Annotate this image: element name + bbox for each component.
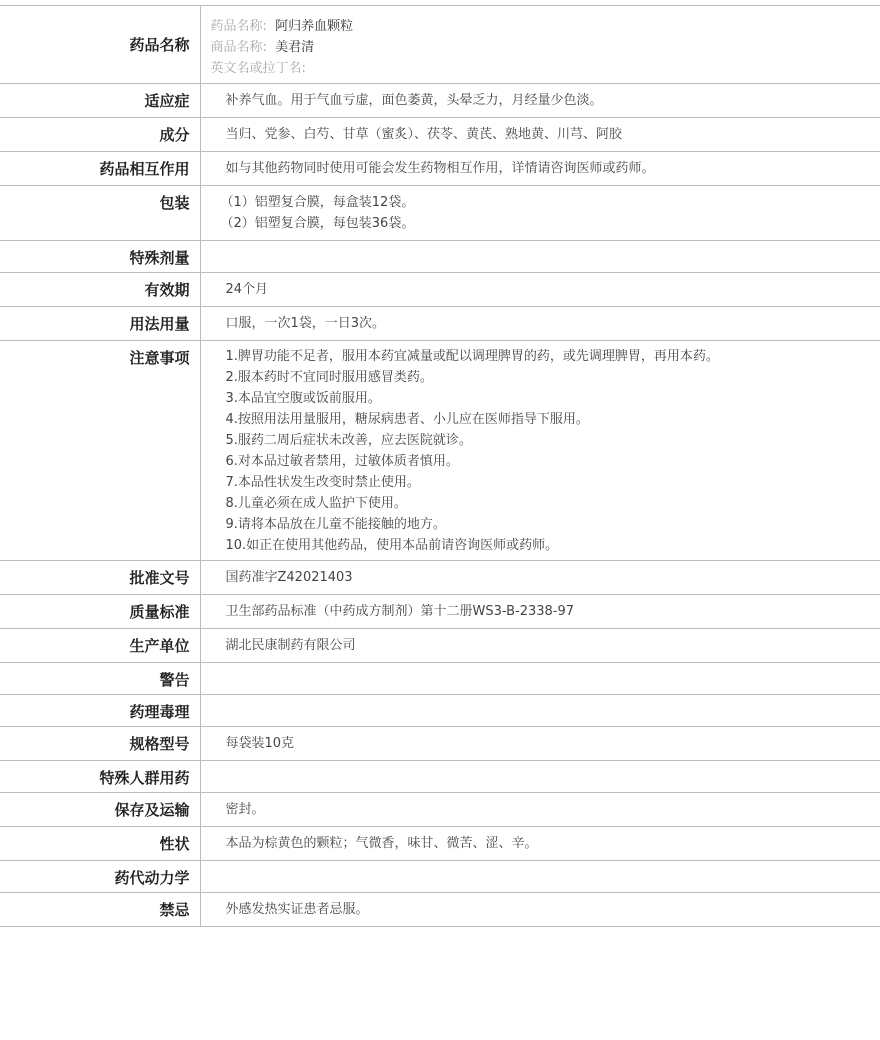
drug-name-details [200, 6, 880, 84]
packaging-line: （2）铝塑复合膜，每包装36袋。 [220, 216, 415, 231]
row-label: 质量标准 [0, 595, 200, 629]
row-value: 24个月 [225, 282, 269, 297]
precaution-item: 5.服药二周后症状未改善，应去医院就诊。 [225, 433, 472, 448]
generic-name-value: 阿归养血颗粒 [275, 19, 354, 34]
row-label: 药理毒理 [0, 695, 200, 727]
row-label: 特殊人群用药 [0, 761, 200, 793]
english-name-line [211, 58, 871, 79]
row-value: 国药准字Z42021403 [225, 570, 353, 585]
row-value: 外感发热实证患者忌服。 [225, 902, 369, 917]
row-appearance [0, 827, 880, 861]
row-value [200, 695, 880, 727]
row-warning [0, 663, 880, 695]
row-label: 药品名称 [0, 6, 200, 84]
row-label: 保存及运输 [0, 793, 200, 827]
row-label: 警告 [0, 663, 200, 695]
row-value: 卫生部药品标准（中药成方制剂）第十二册WS3-B-2338-97 [225, 604, 575, 619]
precaution-item: 7.本品性状发生改变时禁止使用。 [225, 475, 420, 490]
row-value [200, 861, 880, 893]
trade-name-value: 美君清 [275, 40, 315, 55]
row-value: 密封。 [225, 802, 265, 817]
precaution-item: 1.脾胃功能不足者，服用本药宜减量或配以调理脾胃的药，或先调理脾胃，再用本药。 [225, 349, 719, 364]
row-packaging [0, 186, 880, 241]
drug-info-table [0, 5, 880, 927]
row-indications [0, 84, 880, 118]
row-value: 如与其他药物同时使用可能会发生药物相互作用，详情请咨询医师或药师。 [225, 161, 655, 176]
row-label: 药品相互作用 [0, 152, 200, 186]
row-value: 每袋装10克 [225, 736, 295, 751]
row-label: 禁忌 [0, 893, 200, 927]
row-contraindications [0, 893, 880, 927]
row-value: 本品为棕黄色的颗粒；气微香，味甘、微苦、涩、辛。 [225, 836, 538, 851]
row-label: 成分 [0, 118, 200, 152]
row-interactions [0, 152, 880, 186]
row-label: 批准文号 [0, 561, 200, 595]
row-shelf-life [0, 273, 880, 307]
row-label: 包装 [0, 186, 200, 241]
precaution-item: 8.儿童必须在成人监护下使用。 [225, 496, 407, 511]
row-value [200, 241, 880, 273]
row-special-population [0, 761, 880, 793]
precautions-list [200, 341, 880, 561]
trade-name-line [211, 37, 871, 58]
row-value: 湖北民康制药有限公司 [225, 638, 356, 653]
row-label: 性状 [0, 827, 200, 861]
row-special-dosage [0, 241, 880, 273]
row-label: 规格型号 [0, 727, 200, 761]
drug-info-sheet [0, 5, 880, 927]
precaution-item: 6.对本品过敏者禁用，过敏体质者慎用。 [225, 454, 459, 469]
precaution-item: 9.请将本品放在儿童不能接触的地方。 [225, 517, 446, 532]
row-drug-name [0, 6, 880, 84]
row-ingredients [0, 118, 880, 152]
english-name-key: 英文名或拉丁名: [210, 61, 306, 76]
row-label: 有效期 [0, 273, 200, 307]
row-approval-number [0, 561, 880, 595]
generic-name-line [211, 16, 871, 37]
row-label: 药代动力学 [0, 861, 200, 893]
precaution-item: 4.按照用法用量服用，糖尿病患者、小儿应在医师指导下服用。 [225, 412, 589, 427]
row-label: 特殊剂量 [0, 241, 200, 273]
precaution-item: 3.本品宜空腹或饭前服用。 [225, 391, 381, 406]
row-storage [0, 793, 880, 827]
row-pharmacology [0, 695, 880, 727]
row-label: 适应症 [0, 84, 200, 118]
generic-name-key: 药品名称: [210, 19, 267, 34]
row-value: 口服，一次1袋，一日3次。 [225, 316, 386, 331]
row-label: 用法用量 [0, 307, 200, 341]
row-manufacturer [0, 629, 880, 663]
row-label: 注意事项 [0, 341, 200, 561]
row-specification [0, 727, 880, 761]
precaution-item: 2.服本药时不宜同时服用感冒类药。 [225, 370, 433, 385]
row-value: 当归、党参、白芍、甘草（蜜炙）、茯苓、黄芪、熟地黄、川芎、阿胶 [225, 127, 623, 142]
row-pharmacokinetics [0, 861, 880, 893]
packaging-line: （1）铝塑复合膜，每盒装12袋。 [220, 195, 415, 210]
row-value [200, 761, 880, 793]
packaging-list [200, 186, 880, 241]
row-label: 生产单位 [0, 629, 200, 663]
precaution-item: 10.如正在使用其他药品，使用本品前请咨询医师或药师。 [225, 538, 559, 553]
row-quality-standard [0, 595, 880, 629]
trade-name-key: 商品名称: [210, 40, 267, 55]
row-precautions [0, 341, 880, 561]
row-value [200, 663, 880, 695]
row-value: 补养气血。用于气血亏虚，面色萎黄，头晕乏力，月经量少色淡。 [225, 93, 603, 108]
row-usage [0, 307, 880, 341]
